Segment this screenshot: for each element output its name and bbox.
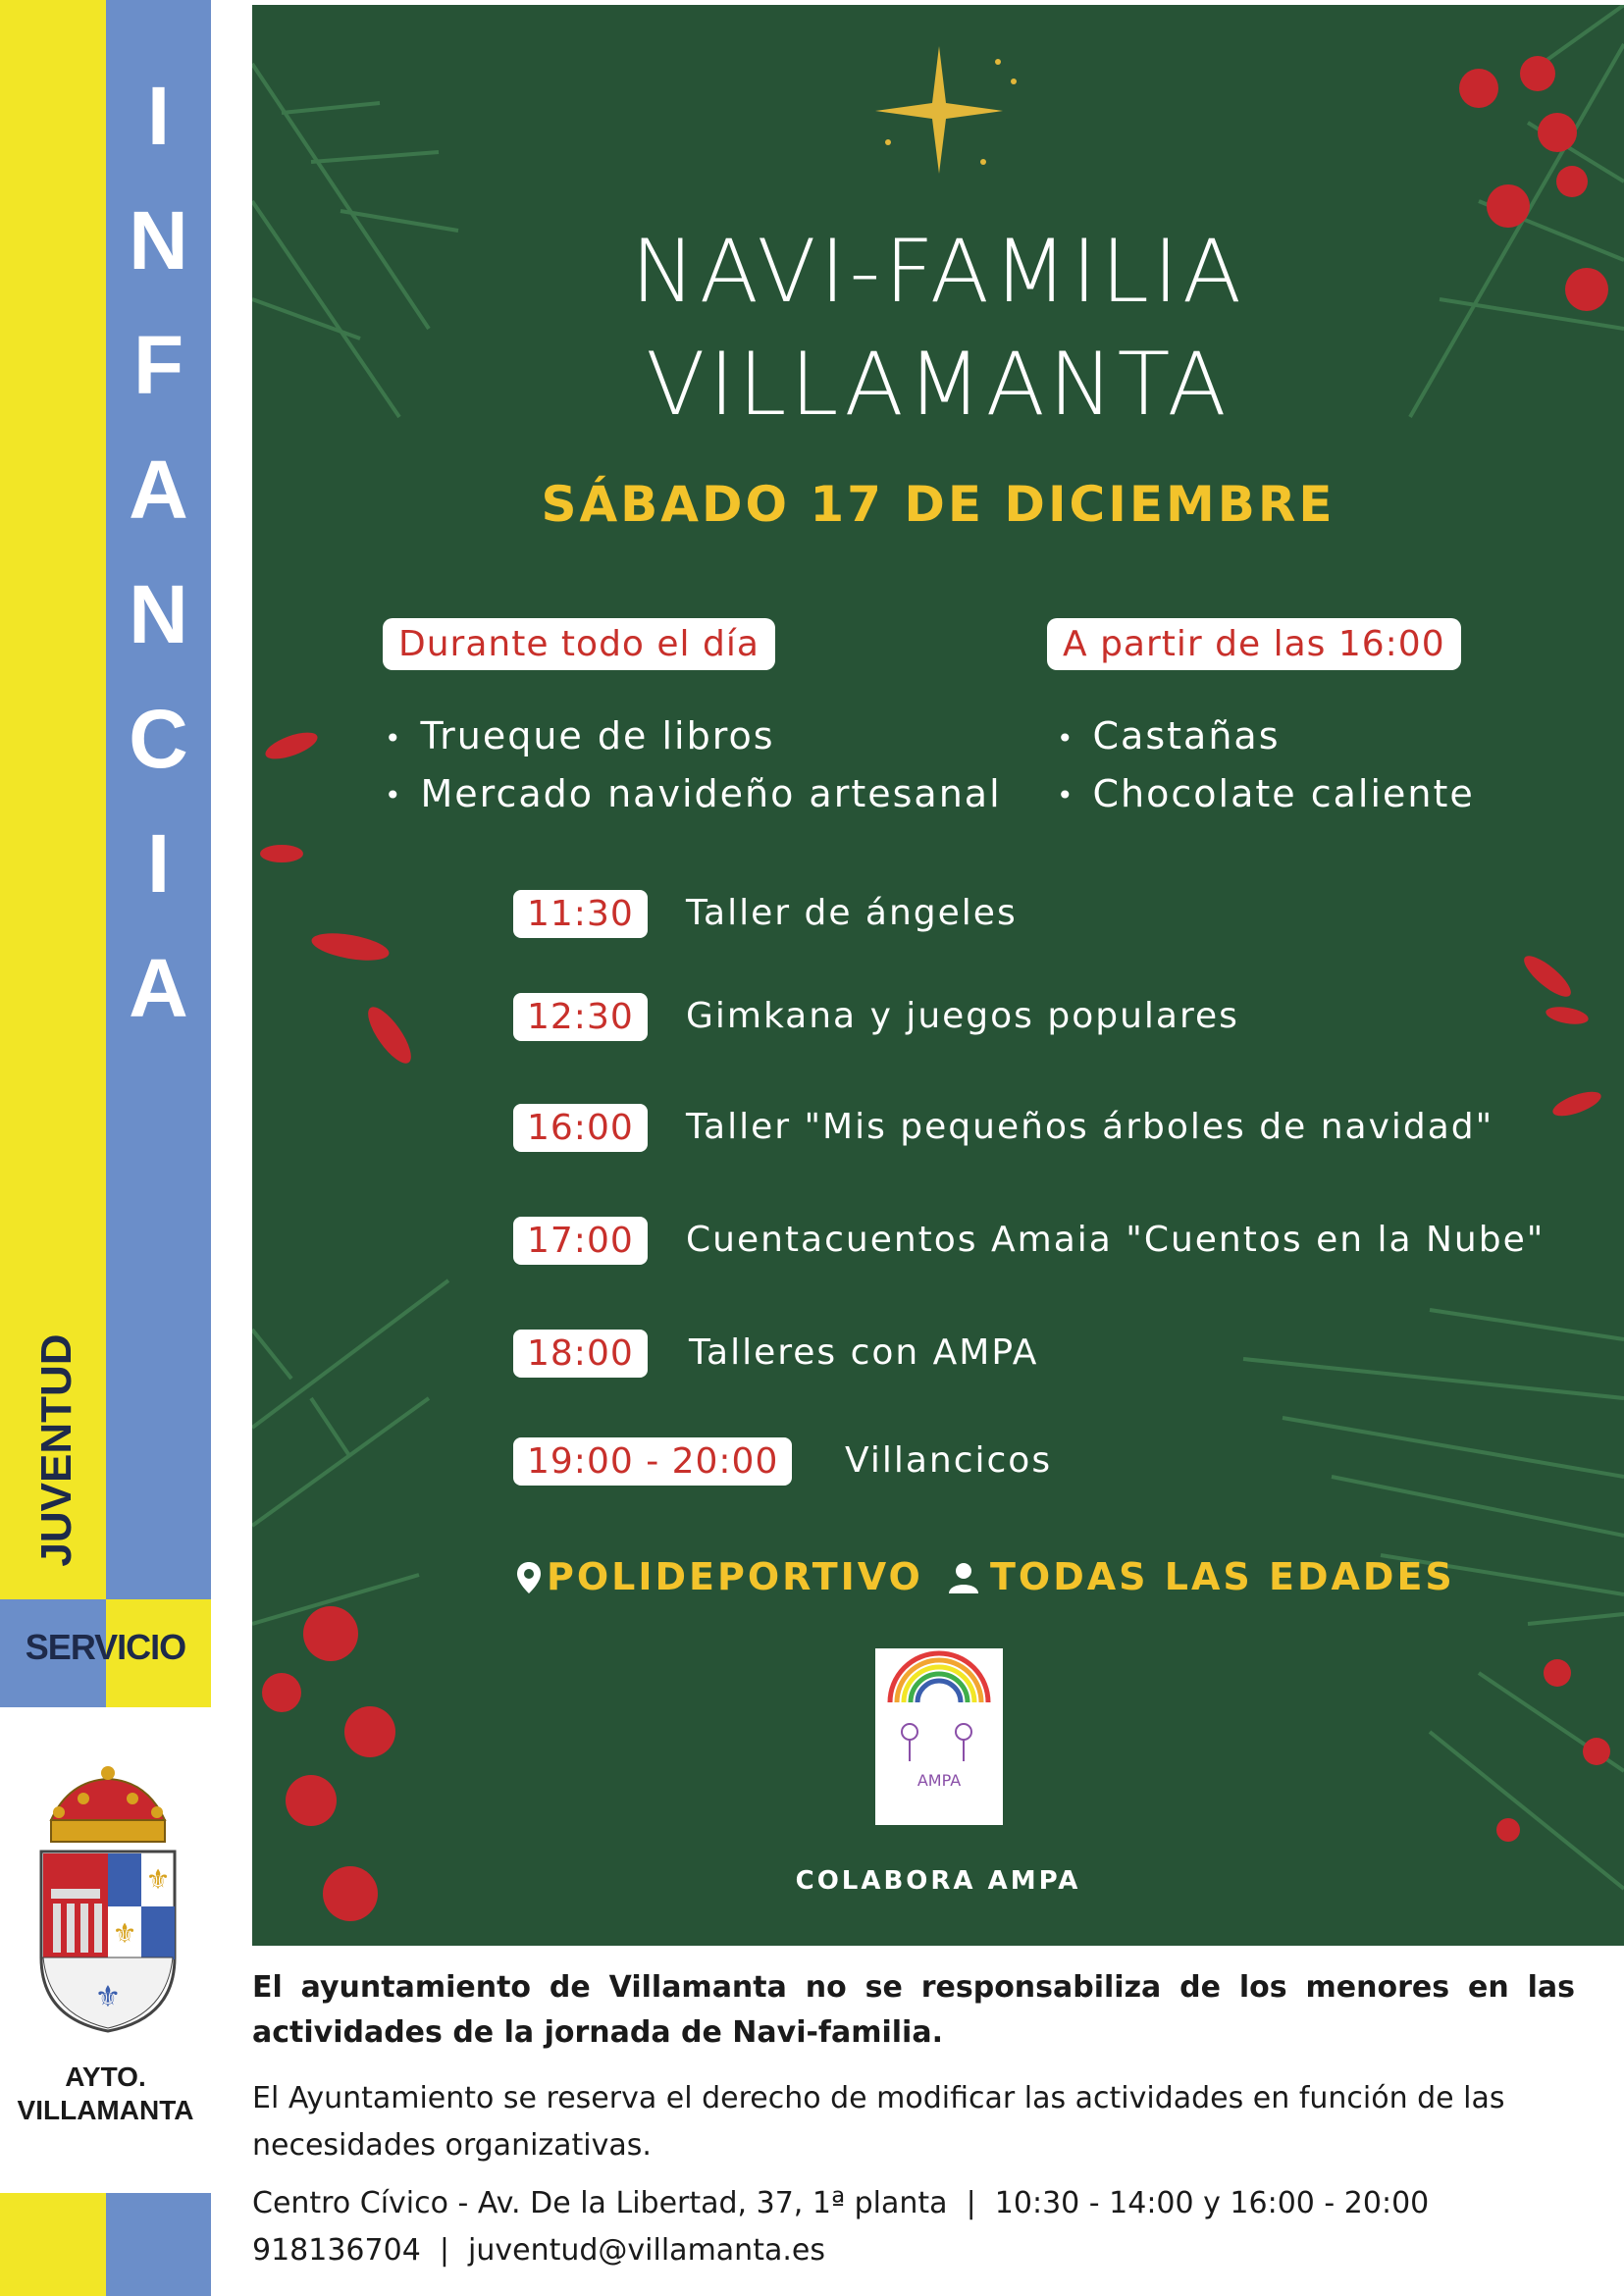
infancia-letter: N — [129, 568, 188, 660]
svg-text:⚜: ⚜ — [94, 1980, 122, 2014]
schedule-time: 19:00 - 20:00 — [513, 1437, 792, 1486]
ayto-line-2: VILLAMANTA — [17, 2095, 194, 2125]
schedule-time: 16:00 — [513, 1104, 648, 1152]
all-day-list — [385, 708, 1002, 823]
collaborator-label: COLABORA AMPA — [795, 1866, 1081, 1896]
event-poster — [252, 5, 1624, 1946]
audience — [949, 1555, 1455, 1598]
poster-title-line-2: VILLAMANTA — [646, 334, 1231, 435]
ayto-line-1: AYTO. — [65, 2061, 146, 2092]
ayto-villamanta-label — [0, 2061, 211, 2127]
location — [517, 1555, 923, 1598]
schedule-time: 18:00 — [513, 1330, 648, 1378]
servicio-label: SERVICIO — [25, 1627, 186, 1667]
schedule-activity: Cuentacuentos Amaia "Cuentos en la Nube" — [686, 1220, 1545, 1260]
infancia-letter: A — [129, 942, 188, 1034]
svg-text:AMPA: AMPA — [917, 1771, 962, 1790]
schedule-time: 11:30 — [513, 890, 648, 938]
audience-text: TODAS LAS EDADES — [990, 1555, 1455, 1598]
infancia-letter: I — [146, 817, 171, 910]
all-day-label: Durante todo el día — [383, 618, 775, 670]
infancia-letter: A — [129, 444, 188, 536]
location-text: POLIDEPORTIVO — [547, 1555, 923, 1598]
from-1600-list — [1057, 708, 1475, 823]
person-icon — [949, 1562, 978, 1593]
schedule-activity: Talleres con AMPA — [689, 1332, 1039, 1373]
contact-address-hours: Centro Cívico - Av. De la Libertad, 37, 1ª planta | 10:30 - 14:00 y 16:00 - 20:00 — [252, 2186, 1430, 2220]
svg-text:⚜: ⚜ — [112, 1917, 137, 1950]
infancia-letter: I — [146, 70, 171, 162]
from-1600-label: A partir de las 16:00 — [1047, 618, 1461, 670]
contact-info — [252, 2180, 1575, 2274]
schedule-activity: Villancicos — [845, 1440, 1053, 1481]
ampa-logo-icon — [875, 1648, 1003, 1825]
contact-phone-email: 918136704 | juventud@villamanta.es — [252, 2233, 825, 2268]
organizational-note: El Ayuntamiento se reserva el derecho de modificar las actividades en función de las necesidades organizativas. — [252, 2081, 1505, 2163]
infancia-letter: N — [129, 194, 188, 287]
schedule-activity: Taller de ángeles — [686, 893, 1018, 933]
list-item: • Mercado navideño artesanal — [385, 766, 1002, 824]
poster-title-line-1: NAVI-FAMILIA — [630, 221, 1246, 322]
list-item: • Trueque de libros — [385, 708, 1002, 766]
list-item: • Castañas — [1057, 708, 1475, 766]
schedule-time: 12:30 — [513, 993, 648, 1041]
villamanta-coat-of-arms-icon — [29, 1761, 186, 2036]
list-item: • Chocolate caliente — [1057, 766, 1475, 824]
sidebar-blue-footer — [106, 2193, 211, 2296]
event-date: SÁBADO 17 DE DICIEMBRE — [541, 476, 1336, 533]
infancia-letter: C — [129, 693, 188, 785]
infancia-vertical-title — [106, 54, 211, 1051]
schedule-activity: Taller "Mis pequeños árboles de navidad" — [686, 1107, 1494, 1147]
sidebar-yellow-footer — [0, 2193, 106, 2296]
juventud-label: JUVENTUD — [32, 1333, 80, 1567]
location-pin-icon — [517, 1562, 541, 1593]
disclaimer-text: El ayuntamiento de Villamanta no se responsabiliza de los menores en las actividades de la jornada de Navi-familia. — [252, 1970, 1575, 2050]
infancia-letter: F — [132, 319, 184, 411]
schedule-activity: Gimkana y juegos populares — [686, 996, 1239, 1036]
schedule-time: 17:00 — [513, 1217, 648, 1265]
svg-text:⚜: ⚜ — [145, 1863, 171, 1896]
